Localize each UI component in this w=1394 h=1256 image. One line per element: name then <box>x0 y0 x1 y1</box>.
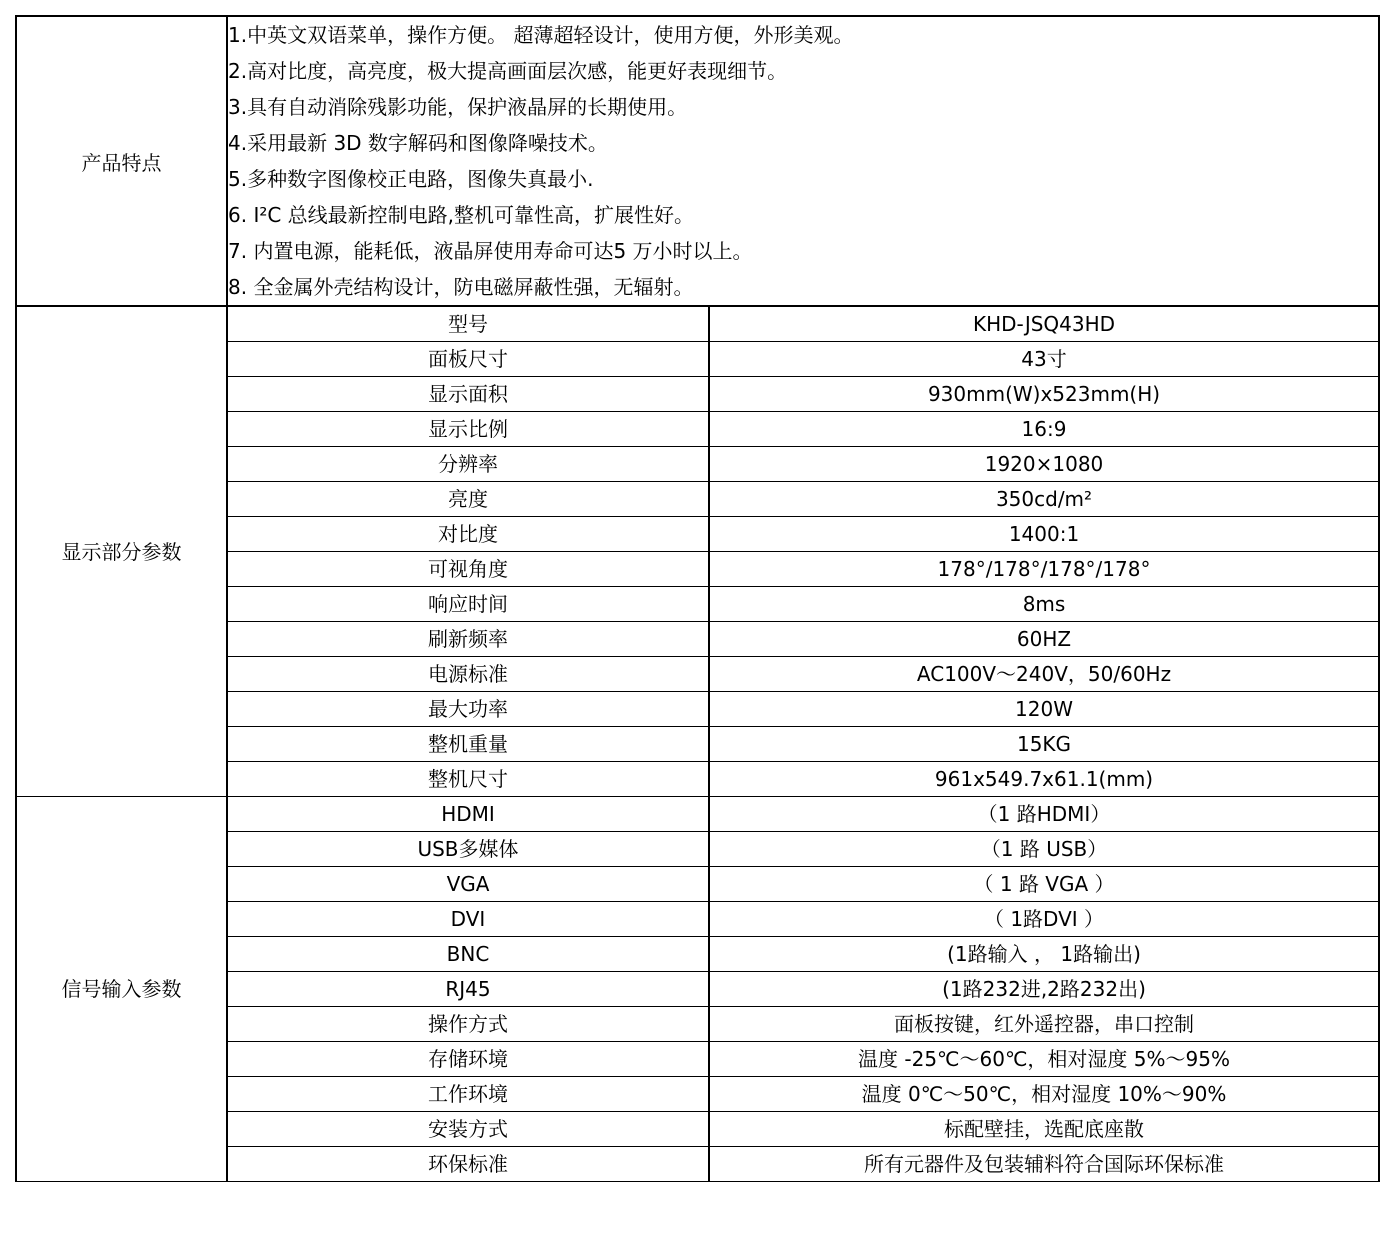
spec-table <box>15 15 1380 1182</box>
param-value: KHD-JSQ43HD <box>709 306 1379 342</box>
param-label: 最大功率 <box>227 692 709 727</box>
param-value: 930mm(W)x523mm(H) <box>709 377 1379 412</box>
param-label: 对比度 <box>227 517 709 552</box>
feature-item: 6. I²C 总线最新控制电路,整机可靠性高，扩展性好。 <box>228 203 695 227</box>
param-label: 刷新频率 <box>227 622 709 657</box>
param-value: 1920×1080 <box>709 447 1379 482</box>
param-value: 温度 -25℃～60℃，相对湿度 5%～95% <box>709 1042 1379 1077</box>
feature-item: 2.高对比度，高亮度，极大提高画面层次感，能更好表现细节。 <box>228 59 788 83</box>
feature-item: 1.中英文双语菜单，操作方便。 超薄超轻设计，使用方便，外形美观。 <box>228 23 854 47</box>
display-param-row <box>16 306 1379 342</box>
param-label: 操作方式 <box>227 1007 709 1042</box>
param-value: 1400:1 <box>709 517 1379 552</box>
param-value: 961x549.7x61.1(mm) <box>709 762 1379 797</box>
param-value: 120W <box>709 692 1379 727</box>
param-value: 350cd/m² <box>709 482 1379 517</box>
param-value: (1路232进,2路232出) <box>709 972 1379 1007</box>
param-value: （1 路 USB） <box>709 832 1379 867</box>
param-label: RJ45 <box>227 972 709 1007</box>
signal-section-label: 信号输入参数 <box>16 797 227 1182</box>
feature-item: 7. 内置电源，能耗低，液晶屏使用寿命可达5 万小时以上。 <box>228 239 753 263</box>
param-label: 整机重量 <box>227 727 709 762</box>
param-label: HDMI <box>227 797 709 832</box>
param-label: 面板尺寸 <box>227 342 709 377</box>
param-label: 显示比例 <box>227 412 709 447</box>
param-label: 工作环境 <box>227 1077 709 1112</box>
param-value: （ 1路DVI ） <box>709 902 1379 937</box>
param-label: 整机尺寸 <box>227 762 709 797</box>
feature-item: 8. 全金属外壳结构设计，防电磁屏蔽性强，无辐射。 <box>228 275 694 299</box>
param-label: 型号 <box>227 306 709 342</box>
param-label: 显示面积 <box>227 377 709 412</box>
param-value: 标配壁挂，选配底座散 <box>709 1112 1379 1147</box>
features-section-label: 产品特点 <box>16 16 227 306</box>
display-section-label: 显示部分参数 <box>16 306 227 797</box>
param-label: 亮度 <box>227 482 709 517</box>
signal-param-row <box>16 797 1379 832</box>
param-label: 分辨率 <box>227 447 709 482</box>
param-label: 可视角度 <box>227 552 709 587</box>
param-value: 温度 0℃～50℃，相对湿度 10%～90% <box>709 1077 1379 1112</box>
param-label: 电源标准 <box>227 657 709 692</box>
param-value: 面板按键，红外遥控器，串口控制 <box>709 1007 1379 1042</box>
param-value: 60HZ <box>709 622 1379 657</box>
param-value: AC100V～240V，50/60Hz <box>709 657 1379 692</box>
param-label: 响应时间 <box>227 587 709 622</box>
feature-item: 4.采用最新 3D 数字解码和图像降噪技术。 <box>228 131 608 155</box>
param-value: 15KG <box>709 727 1379 762</box>
features-list <box>227 16 1379 306</box>
param-value: 16:9 <box>709 412 1379 447</box>
features-row <box>16 16 1379 306</box>
param-value: 178°/178°/178°/178° <box>709 552 1379 587</box>
feature-item: 5.多种数字图像校正电路，图像失真最小. <box>228 167 594 191</box>
param-value: (1路输入 ， 1路输出) <box>709 937 1379 972</box>
param-label: 存储环境 <box>227 1042 709 1077</box>
param-label: BNC <box>227 937 709 972</box>
param-value: 43寸 <box>709 342 1379 377</box>
param-label: USB多媒体 <box>227 832 709 867</box>
param-value: 8ms <box>709 587 1379 622</box>
spec-table-body <box>16 16 1379 1182</box>
param-value: （1 路HDMI） <box>709 797 1379 832</box>
param-label: 环保标准 <box>227 1147 709 1182</box>
param-value: （ 1 路 VGA ） <box>709 867 1379 902</box>
param-label: DVI <box>227 902 709 937</box>
feature-item: 3.具有自动消除残影功能，保护液晶屏的长期使用。 <box>228 95 688 119</box>
param-label: 安装方式 <box>227 1112 709 1147</box>
param-label: VGA <box>227 867 709 902</box>
param-value: 所有元器件及包装辅料符合国际环保标准 <box>709 1147 1379 1182</box>
